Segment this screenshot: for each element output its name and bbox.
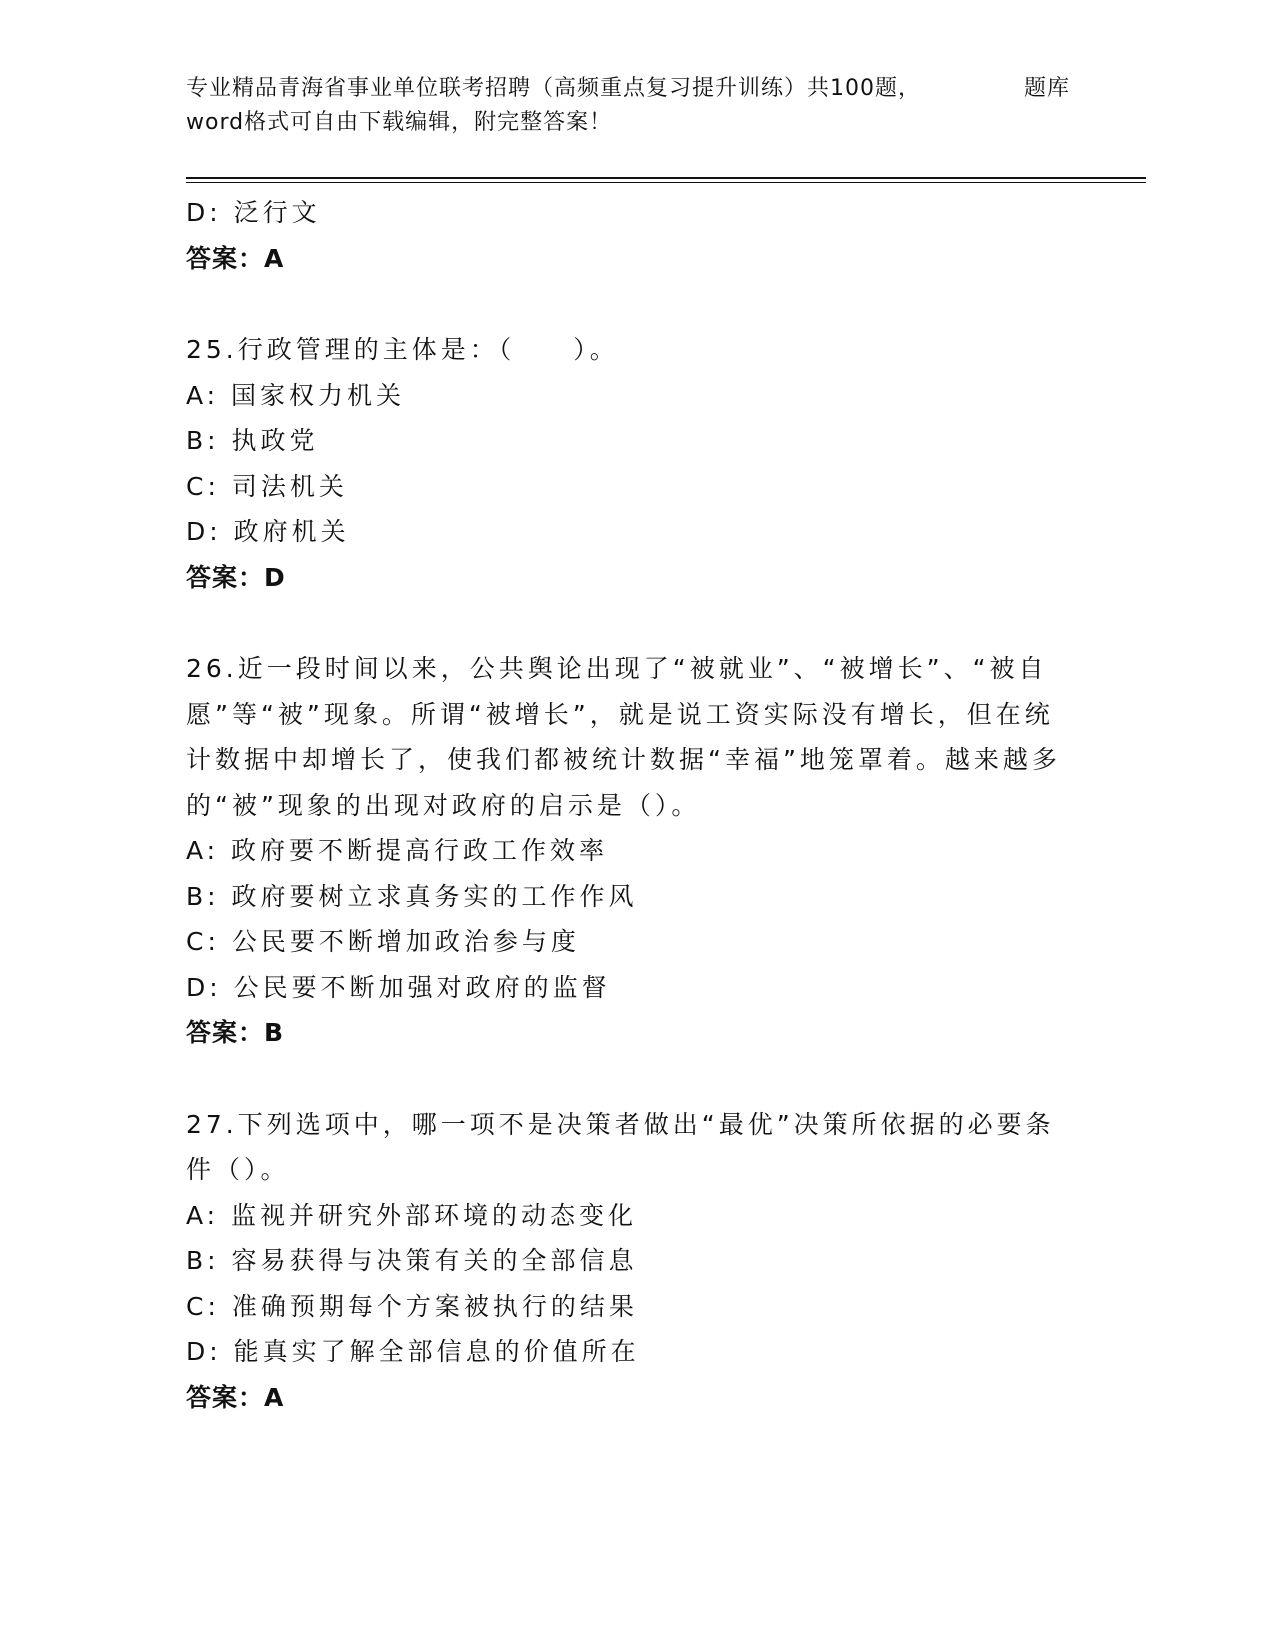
header-tag: 题库 <box>1024 76 1071 101</box>
option-a: A: 国家权力机关 <box>186 380 406 410</box>
option-b: B: 容易获得与决策有关的全部信息 <box>186 1246 638 1275</box>
prev-answer: 答案：A <box>186 243 285 273</box>
question-answer: 答案：B <box>186 1018 285 1047</box>
option-d: D: 公民要不断加强对政府的监督 <box>186 972 611 1002</box>
question-stem: 25.行政管理的主体是：（ ）。 <box>186 335 619 364</box>
header-title: 专业精品青海省事业单位联考招聘（高频重点复习提升训练）共100题，word格式可自由下载编辑，附完整答案！ <box>186 76 921 135</box>
question-25 <box>186 327 1086 600</box>
page-header <box>186 72 1146 142</box>
question-26 <box>186 646 1086 1056</box>
question-stem: 27.下列选项中，哪一项不是决策者做出“最优”决策所依据的必要条件（）。 <box>186 1109 1055 1184</box>
option-c: C: 司法机关 <box>186 471 348 501</box>
option-b: B: 政府要树立求真务实的工作作风 <box>186 881 638 911</box>
header-rule-thin <box>186 182 1146 183</box>
question-27 <box>186 1102 1086 1421</box>
question-answer: 答案：D <box>186 562 286 592</box>
option-c: C: 准确预期每个方案被执行的结果 <box>186 1291 638 1321</box>
option-b: B: 执政党 <box>186 426 319 455</box>
option-a: A: 监视并研究外部环境的动态变化 <box>186 1200 638 1230</box>
question-stem: 26.近一段时间以来，公共舆论出现了“被就业”、“被增长”、“被自愿”等“被”现象。所谓“被增长”，就是说工资实际没有增长，但在统计数据中却增长了，使我们都被统计数据“幸福”地笼罩着。越来越多的“被”现象的出现对政府的启示是（）。 <box>186 654 1061 820</box>
option-a: A: 政府要不断提高行政工作效率 <box>186 836 609 865</box>
prev-option-d: D: 泛行文 <box>186 198 321 227</box>
option-d: D: 政府机关 <box>186 517 350 546</box>
spacer <box>186 600 1086 646</box>
option-d: D: 能真实了解全部信息的价值所在 <box>186 1337 640 1366</box>
spacer <box>186 281 1086 327</box>
header-rule-thick <box>186 177 1146 179</box>
spacer <box>186 1056 1086 1102</box>
question-answer: 答案：A <box>186 1382 285 1412</box>
question-content <box>186 190 1086 1420</box>
option-c: C: 公民要不断增加政治参与度 <box>186 927 580 956</box>
